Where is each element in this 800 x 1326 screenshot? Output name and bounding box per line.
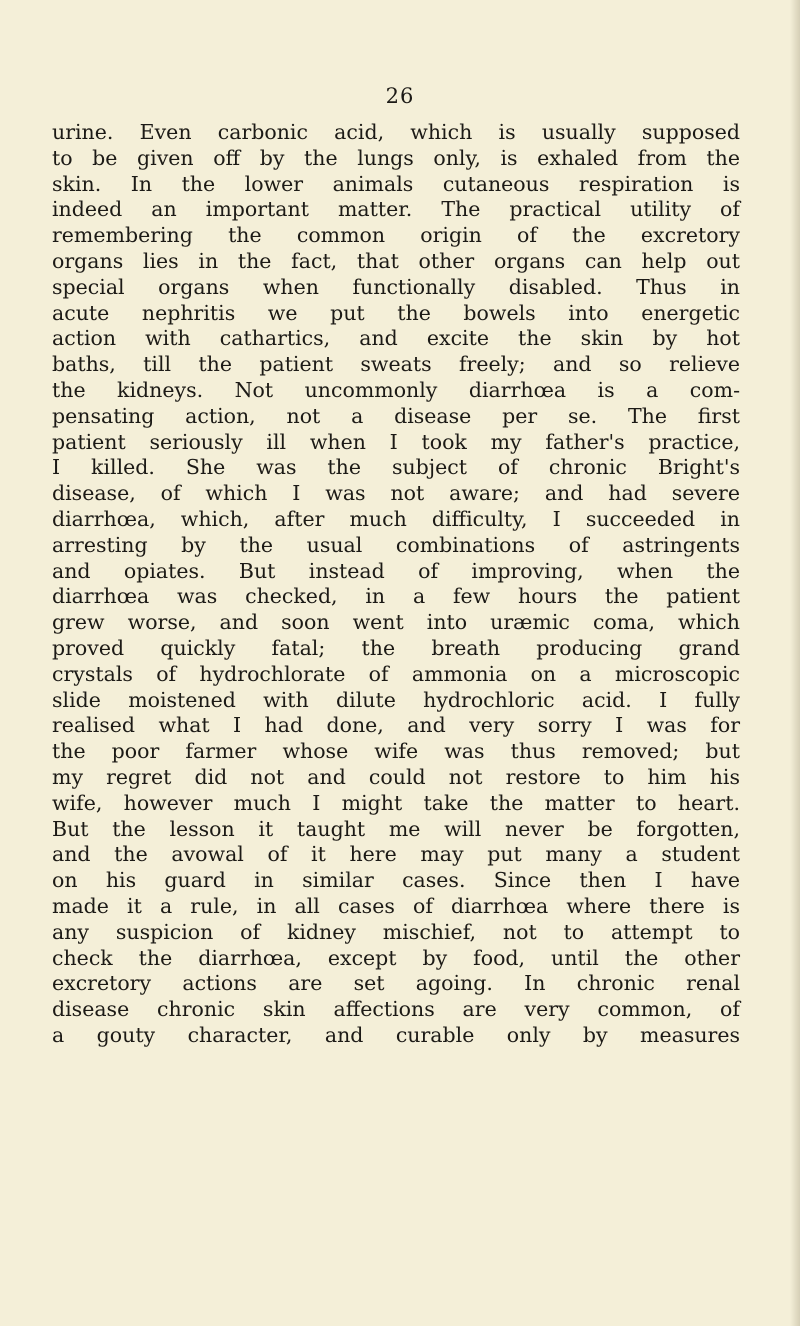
body-text: [52, 120, 740, 1049]
text-line: But the lesson it taught me will never be forgotten,: [52, 816, 740, 841]
text-line: and the avowal of it here may put many a student: [52, 842, 740, 867]
text-line: excretory actions are set agoing. In chronic renal: [52, 971, 740, 996]
text-line: diarrhœa, which, after much difficulty, I succeeded in: [52, 506, 740, 531]
text-line: crystals of hydrochlorate of ammonia on a microscopic: [52, 661, 740, 686]
text-line: I killed. She was the subject of chronic Bright's: [52, 455, 740, 480]
text-line: proved quickly fatal; the breath producing grand: [52, 635, 740, 660]
text-line: realised what I had done, and very sorry I was for: [52, 713, 740, 738]
text-line: a gouty character, and curable only by measures: [52, 1022, 740, 1047]
text-line: indeed an important matter. The practical utility of: [52, 197, 740, 222]
text-line: to be given off by the lungs only, is exhaled from the: [52, 145, 740, 170]
text-line: special organs when functionally disabled. Thus in: [52, 274, 740, 299]
text-line: slide moistened with dilute hydrochloric acid. I fully: [52, 687, 740, 712]
text-line: disease chronic skin affections are very common, of: [52, 997, 740, 1022]
text-line: grew worse, and soon went into uræmic coma, which: [52, 610, 740, 635]
text-line: the kidneys. Not uncommonly diarrhœa is a com-: [52, 377, 740, 402]
text-line: wife, however much I might take the matter to heart.: [52, 790, 740, 815]
text-line: baths, till the patient sweats freely; and so relieve: [52, 352, 740, 377]
text-line: the poor farmer whose wife was thus removed; but: [52, 739, 740, 764]
text-line: and opiates. But instead of improving, when the: [52, 558, 740, 583]
text-line: patient seriously ill when I took my father's practice,: [52, 429, 740, 454]
text-line: disease, of which I was not aware; and had severe: [52, 481, 740, 506]
text-line: any suspicion of kidney mischief, not to attempt to: [52, 919, 740, 944]
text-line: action with cathartics, and excite the skin by hot: [52, 326, 740, 351]
text-line: on his guard in similar cases. Since then I have: [52, 868, 740, 893]
page-edge-shadow: [790, 0, 800, 1326]
text-line: diarrhœa was checked, in a few hours the patient: [52, 584, 740, 609]
text-line: urine. Even carbonic acid, which is usually supposed: [52, 120, 740, 144]
text-line: acute nephritis we put the bowels into energetic: [52, 300, 740, 325]
text-line: check the diarrhœa, except by food, until the other: [52, 945, 740, 970]
text-line: pensating action, not a disease per se. The first: [52, 403, 740, 428]
text-line: arresting by the usual combinations of astringents: [52, 532, 740, 557]
text-line: my regret did not and could not restore to him his: [52, 764, 740, 789]
text-line: organs lies in the fact, that other organs can help out: [52, 248, 740, 273]
text-line: made it a rule, in all cases of diarrhœa where there is: [52, 893, 740, 918]
text-line: remembering the common origin of the excretory: [52, 223, 740, 248]
text-line: skin. In the lower animals cutaneous respiration is: [52, 171, 740, 196]
page-number: 26: [385, 84, 415, 108]
